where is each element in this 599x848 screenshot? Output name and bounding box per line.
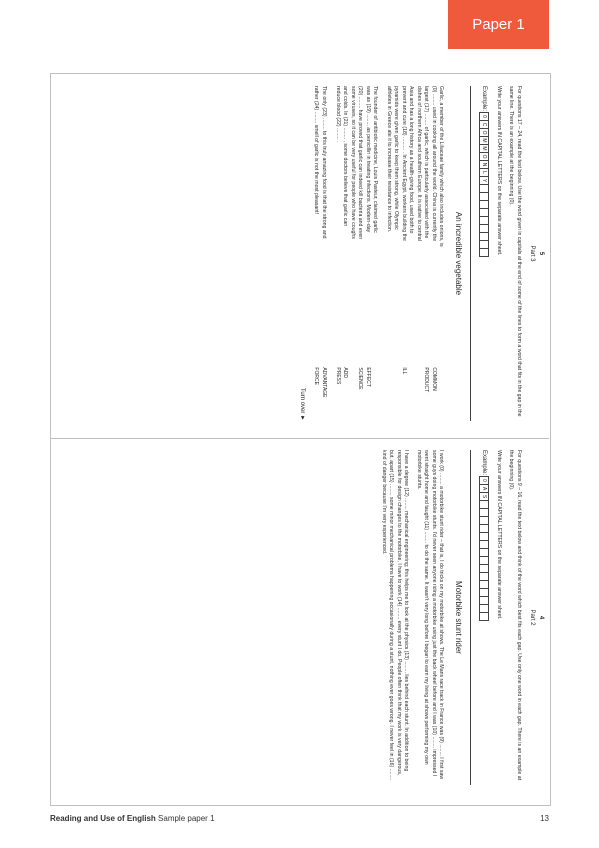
keyword: PRODUCT bbox=[423, 367, 430, 393]
line-text: dishes of northern Africa and southern Europe. It is native to central bbox=[415, 86, 422, 241]
text-line bbox=[429, 86, 437, 421]
example-cell: L bbox=[479, 168, 489, 177]
line-text: was as (19) ........ as penicillin in treating infections. Modern-day bbox=[364, 86, 371, 233]
instructions: For questions 17 – 24, read the text below. Use the word given in capitals at the end of some of the lines to form a word that fits in the gap in the same line. There is an example at the beginning (0). bbox=[508, 86, 522, 417]
keyword bbox=[407, 367, 415, 421]
text-line bbox=[312, 86, 320, 421]
keyword bbox=[437, 367, 445, 421]
text-line bbox=[371, 86, 379, 421]
keyword bbox=[371, 367, 379, 421]
answer-instructions: Write your answers IN CAPITAL LETTERS on the separate answer sheet. bbox=[495, 86, 502, 256]
paper-tab: Paper 1 bbox=[448, 0, 549, 49]
text-line bbox=[399, 86, 407, 421]
text-line bbox=[348, 86, 356, 421]
example-label: Example: bbox=[481, 450, 488, 476]
text-title: Motorbike stunt rider bbox=[454, 581, 464, 654]
text-line bbox=[414, 86, 422, 421]
text-line bbox=[437, 86, 445, 421]
instructions: For questions 9 – 16, read the text below and think of the word which best fits each gap. Use only one word in each gap. There is an example at the beginning (0). bbox=[508, 450, 522, 781]
text-line bbox=[407, 86, 415, 421]
keyword: FORCE bbox=[313, 367, 320, 385]
example-cell bbox=[479, 612, 489, 621]
example-cell: M bbox=[479, 144, 489, 153]
keyword: ADD bbox=[342, 367, 349, 378]
paragraph: I work (0) ........ a motorbike stunt rider – that is, I do tricks on my motorbike at shows. The Le Mans race track in France was (9) ........ I first saw some guys doing motorbike stunts. I'd never seen anyone riding a motorbike using just the back wheel before and I was (10) ........ impressed I went straight home and taught (11) ........ to do the same. It wasn't very long before I began to earn my living at shows performing my own motorbike stunts. bbox=[415, 450, 445, 780]
text-line bbox=[341, 86, 349, 421]
text-line bbox=[333, 86, 341, 421]
footer bbox=[50, 814, 549, 823]
text-title: An incredible vegetable bbox=[454, 211, 464, 296]
example-label: Example: bbox=[481, 86, 488, 112]
line-text: Asia and has a long history as a health-giving food, used both to bbox=[408, 86, 415, 234]
example-cell: S bbox=[479, 492, 489, 501]
rule bbox=[470, 86, 471, 421]
text-line bbox=[422, 86, 430, 421]
line-text: and colds. In (21) ........ , some doctors believe that garlic can bbox=[342, 86, 349, 227]
page-divider bbox=[50, 438, 549, 439]
line-text: (20) ........ have proved that garlic can indeed kill bacteria and even bbox=[357, 86, 364, 240]
line-text: some viruses, so it can be very useful for people who have coughs bbox=[349, 86, 356, 239]
line-text: The founder of antibiotic medicine, Louis Pasteur, claimed garlic bbox=[372, 86, 379, 233]
example-cell: Y bbox=[479, 176, 489, 185]
keyword bbox=[348, 367, 356, 421]
line-text: Garlic, a member of the Liliaceae family which also includes onions, is bbox=[438, 86, 445, 247]
example-cell: M bbox=[479, 136, 489, 145]
page-number: 4 bbox=[538, 615, 544, 620]
keyword: PRESS bbox=[334, 367, 341, 385]
example-cell: 0 bbox=[479, 112, 489, 121]
rule bbox=[470, 450, 471, 785]
example-grid bbox=[479, 86, 489, 421]
text-line bbox=[384, 86, 392, 421]
turn-over: Turn over ► bbox=[298, 387, 305, 421]
example-cell: N bbox=[479, 160, 489, 169]
answer-instructions: Write your answers IN CAPITAL LETTERS on the separate answer sheet. bbox=[495, 450, 502, 620]
part-heading: Part 3 bbox=[529, 245, 536, 262]
footer-subtitle: Sample paper 1 bbox=[158, 814, 215, 823]
keyword: ILL bbox=[400, 367, 407, 375]
line-text: reduce blood (22) ........ . bbox=[334, 86, 341, 143]
line-text: largest (17) ........ of garlic, which is particularly associated with the bbox=[423, 86, 430, 239]
keyword: SCIENCE bbox=[357, 367, 364, 390]
line-text: pyramids were given garlic to keep them strong, while Olympic bbox=[393, 86, 400, 230]
page-4-content bbox=[374, 450, 545, 785]
line-text: rather (24) ........ smell of garlic is not the most pleasant! bbox=[313, 86, 320, 215]
example-cell: O bbox=[479, 152, 489, 161]
part-heading: Part 2 bbox=[529, 609, 536, 626]
line-text: athletes in Greece ate it to increase their resistance to infection. bbox=[385, 86, 392, 233]
keyword: COMMON bbox=[430, 367, 437, 391]
page-number: 5 bbox=[538, 251, 544, 256]
text-line bbox=[319, 86, 327, 421]
keyword bbox=[384, 367, 392, 421]
example-cell: A bbox=[479, 484, 489, 493]
example-cell bbox=[479, 248, 489, 257]
example-cell: 0 bbox=[479, 476, 489, 485]
page-5-content bbox=[297, 86, 545, 421]
example-cell: O bbox=[479, 128, 489, 137]
example-cell: C bbox=[479, 120, 489, 129]
text-line bbox=[392, 86, 400, 421]
footer-title: Reading and Use of English bbox=[50, 814, 156, 823]
keyword bbox=[414, 367, 422, 421]
footer-page-number: 13 bbox=[540, 814, 549, 823]
text-line bbox=[363, 86, 371, 421]
keyword: ADVANTAGE bbox=[321, 367, 327, 398]
keyword bbox=[392, 367, 400, 421]
paragraph: I have a degree (12) ........ mechanical engineering; this helps me to look at the physics (13) ........ lies behind each stunt. In addition to being responsible for design changes to the motorbike, I have to work (14) ........ every stunt I do. People often think that my work is very dangerous, but, apart (15) ........ some minor mechanical problems happening occasionally during a stunt, nothing ever goes wrong. I never feel in (16) ........ kind of danger because I'm very experienced. bbox=[380, 450, 410, 781]
text-line bbox=[356, 86, 364, 421]
line-text: prevent and cure (18) ......... . In Ancient Egypt, workers building the bbox=[400, 86, 407, 241]
line-text: The only (23) ........ to this truly amazing food is that the strong and bbox=[321, 86, 327, 239]
keyword: EFFECT bbox=[364, 367, 371, 387]
line-text: (0) ........ used in cooking all around the world. China is currently the bbox=[430, 86, 437, 242]
example-grid bbox=[479, 450, 489, 785]
